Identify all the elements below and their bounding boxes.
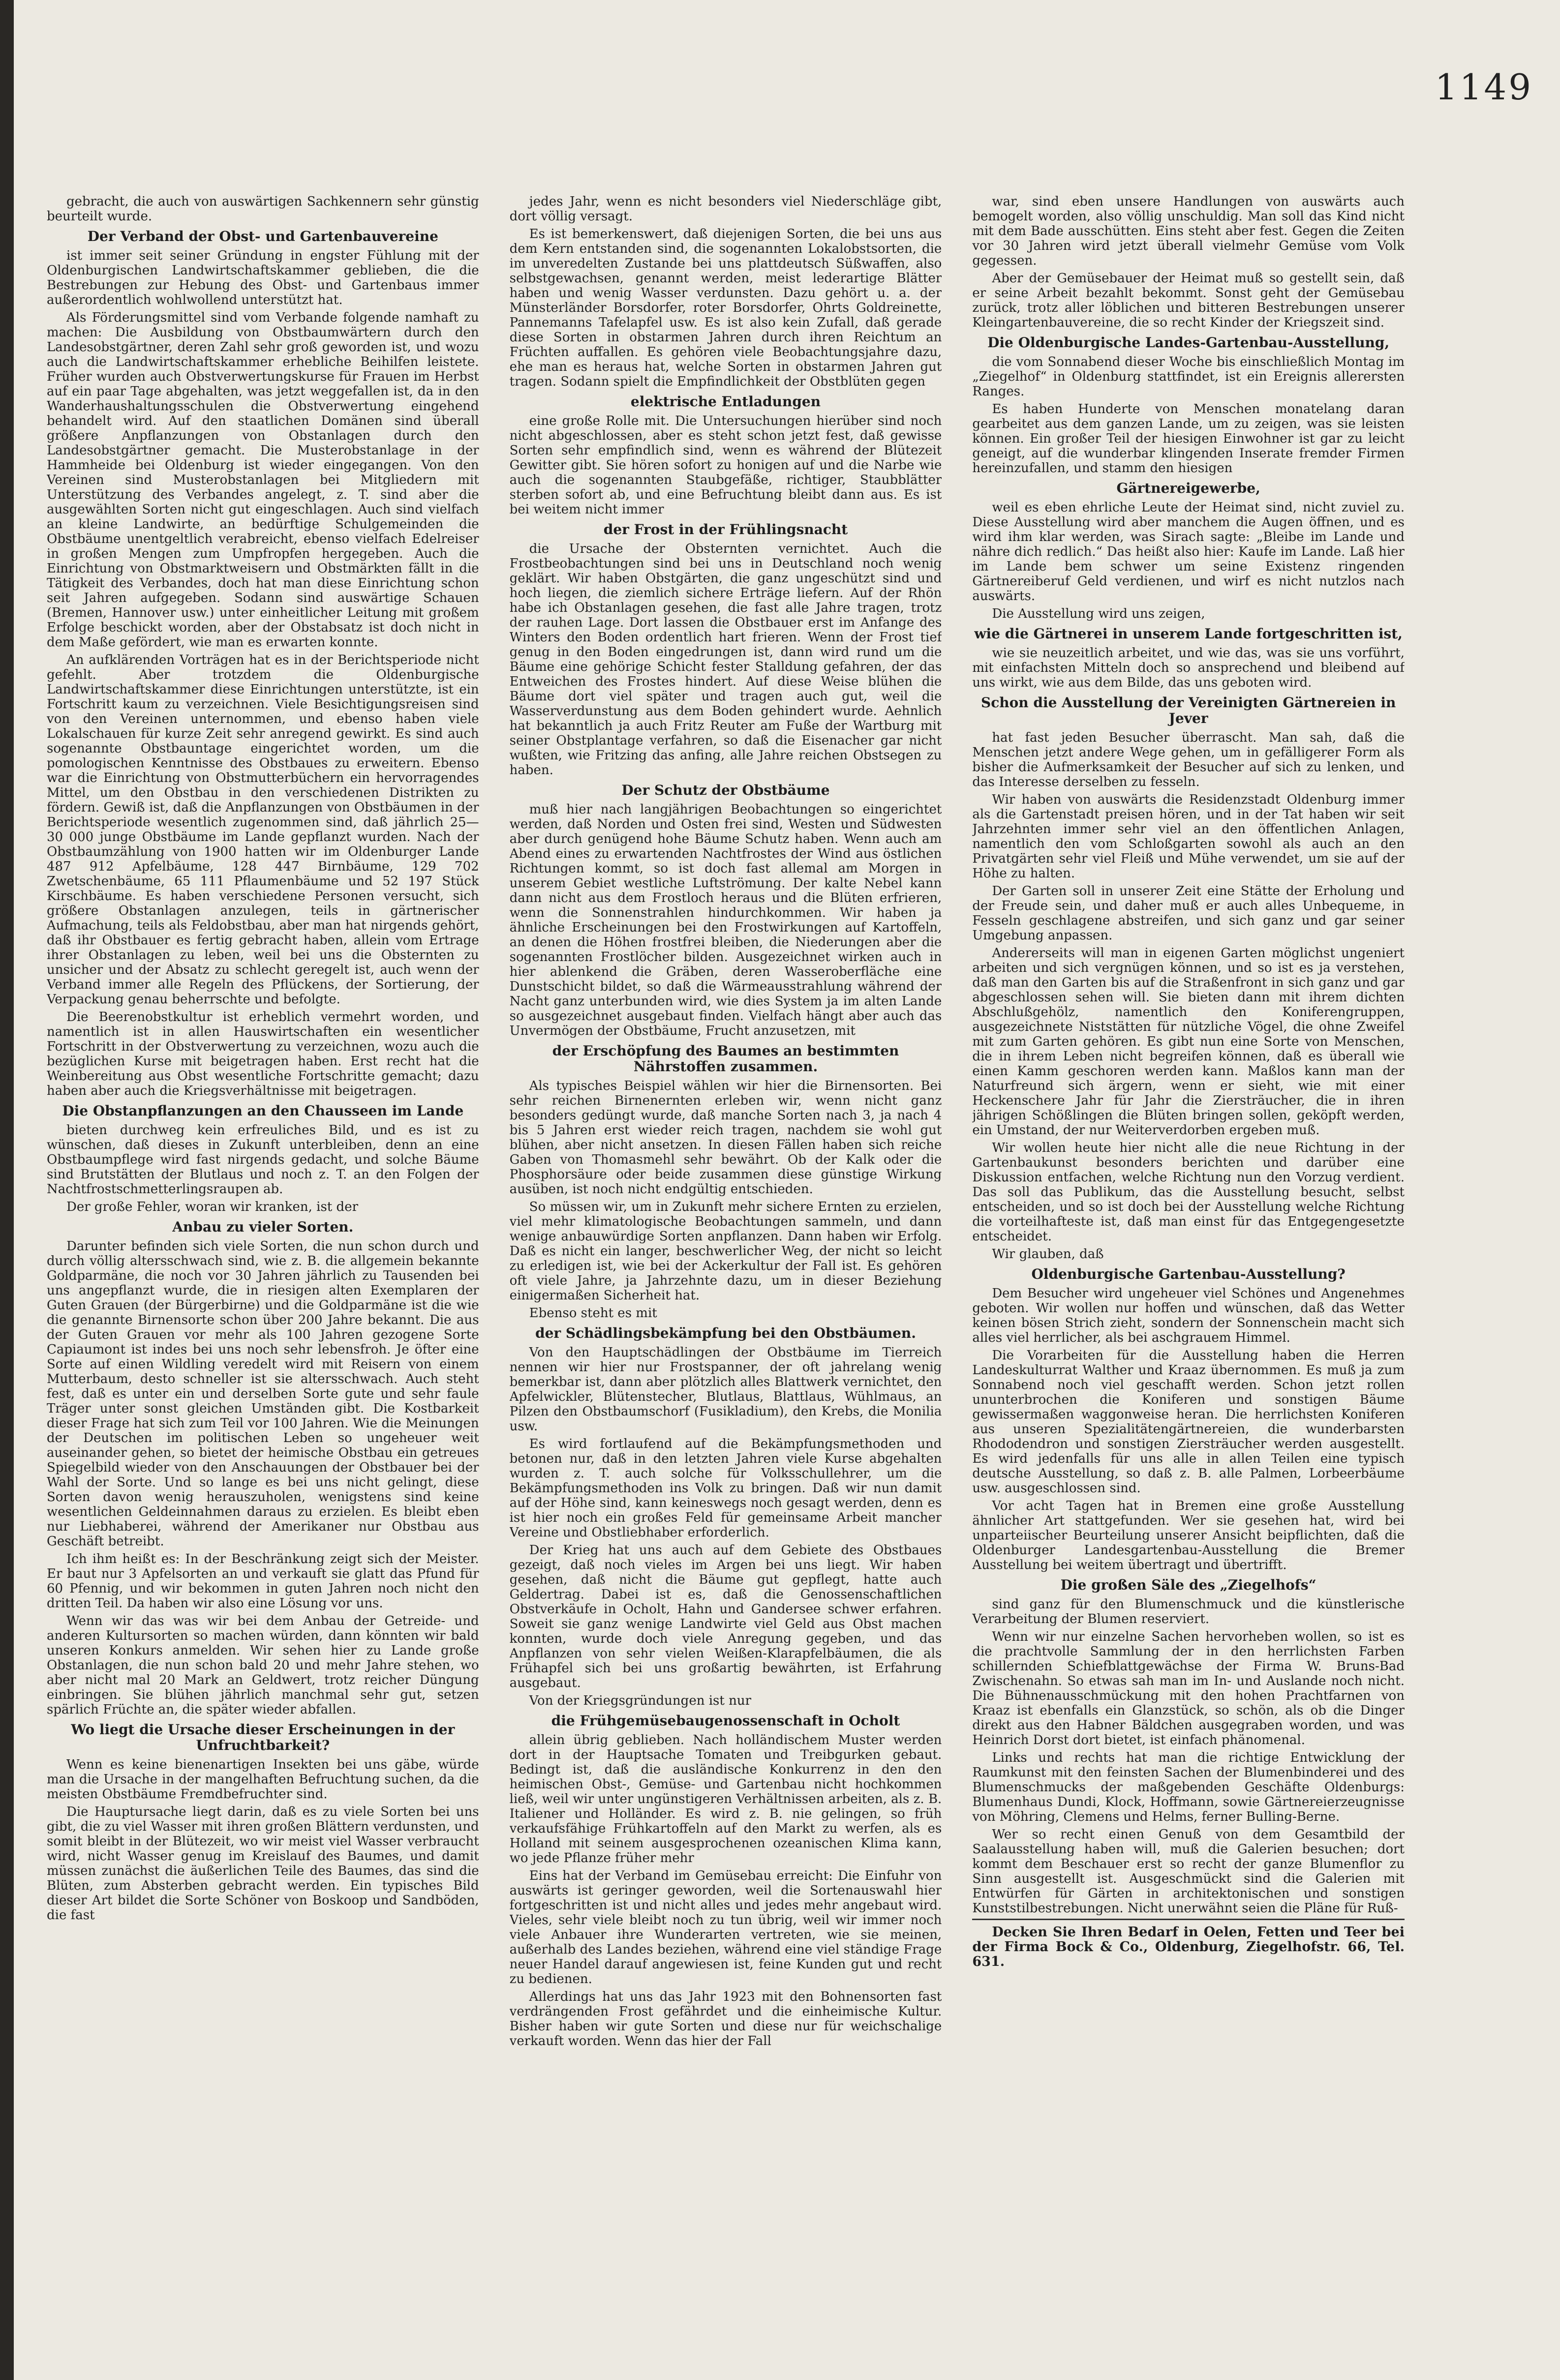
paragraph: Es wird fortlaufend auf die Bekämpfungsmethoden und betonen nur, daß in den letzten Jahren viele Kurse abgehalten wurden z. T. auch solche für Volksschullehrer, um die Bekämpfungsmethoden ins Volk zu bringen. Daß wir nun damit auf der Höhe sind, kann keineswegs noch gesagt werden, denn es ist hier noch ein großes Feld für gemeinsame Arbeit mancher Vereine und Obstliebhaber erforderlich. — [509, 1437, 942, 1540]
section-heading: Anbau zu vieler Sorten. — [172, 1219, 354, 1235]
section-heading: Gärtnereigewerbe, — [1116, 480, 1260, 496]
section-heading: Der Verband der Obst- und Gartenbauvereine — [87, 228, 438, 244]
paragraph: Es ist bemerkenswert, daß diejenigen Sorten, die bei uns aus dem Kern entstanden sind, die sogenannten Lokalobstsorten, die im unveredelten Zustande bei uns plattdeutsch Süßwaffen, also selbstgewachsen, genannt werden, meist lederartige Blätter haben und wenig Wasser verdunsten. Dazu gehört u. a. der Münsterländer Borsdorfer, roter Borsdorfer, Ohrts Goldreinette, Pannemanns Tafelapfel usw. Es ist also kein Zufall, daß gerade diese Sorten in obstarmen Jahren durch ihren Reichtum an Früchten auffallen. Es gehören viele Beobachtungsjahre dazu, ehe man es heraus hat, welche Sorten in obstarmen Jahren gut tragen. Sodann spielt die Empfindlichkeit der Obstblüten gegen — [509, 227, 942, 389]
column-left — [47, 194, 479, 2344]
paragraph: So müssen wir, um in Zukunft mehr sichere Ernten zu erzielen, viel mehr klimatologische Beobachtungen sammeln, und dann wenige anbauwürdige Sorten anpflanzen. Dann haben wir Erfolg. Daß es nicht ein langer, beschwerlicher Weg, der nicht so leicht zu erledigen ist, wie bei der Ackerkultur der Fall ist. Es gehören oft viele Jahre, ja Jahrzehnte dazu, um in dieser Beziehung einigermaßen Sicherheit hat. — [509, 1200, 942, 1303]
paragraph: Ebenso steht es mit — [529, 1306, 657, 1321]
column-middle — [510, 194, 942, 2344]
paragraph: Wenn wir nur einzelne Sachen hervorheben wollen, so ist es die prachtvolle Sammlung der in den herrlichsten Farben schillernden Schiefblattgewächse der Firma W. Bruns-Bad Zwischenahn. So etwas sah man im In- und Auslande noch nicht. Die Bühnenausschmückung mit den hohen Prachtfarnen von Kraaz ist ebenfalls ein Glanzstück, so schön, als ob die Dinger direkt aus den Habner Bäldchen ausgegraben worden, und was Heinrich Dorst dort bietet, ist einfach phänomenal. — [972, 1629, 1405, 1747]
paragraph: eine große Rolle mit. Die Untersuchungen hierüber sind noch nicht abgeschlossen, aber es steht schon jetzt fest, daß gewisse Sorten sehr empfindlich sind, wenn es während der Blütezeit Gewitter gibt. Sie hören sofort zu honigen auf und die Narbe wie auch die sogenannten Staubgefäße, richtiger, Staubblätter sterben sofort ab, und eine Befruchtung bleibt dann aus. Es ist bei weitem nicht immer — [509, 414, 942, 517]
paragraph: Wer so recht einen Genuß von dem Gesamtbild der Saalausstellung haben will, muß die Galerien besuchen; dort kommt dem Beschauer erst so recht der ganze Blumenflor zu Sinn ausgestellt ist. Ausgeschmückt sind die Galerien mit Entwürfen für Gärten in architektonischen und sonstigen Kunststilbestrebungen. Nicht unerwähnt seien die Pläne für Ruß- — [972, 1827, 1405, 1916]
paragraph: Es haben Hunderte von Menschen monatelang daran gearbeitet aus dem ganzen Lande, um zu zeigen, was sie leisten können. Ein großer Teil der hiesigen Einwohner ist gar zu leicht geneigt, auf die wunderbar klingenden Inserate fremder Firmen hereinzufallen, und stamm den hiesigen — [972, 402, 1405, 476]
paragraph: ist immer seit seiner Gründung in engster Fühlung mit der Oldenburgischen Landwirtschaftskammer geblieben, die die Bestrebungen zur Hebung des Obst- und Gartenbaus immer außerordentlich wohlwollend unterstützt hat. — [47, 248, 479, 307]
section-heading: Die großen Säle des „Ziegelhofs“ — [1060, 1577, 1316, 1593]
paragraph: sind ganz für den Blumenschmuck und die künstlerische Verarbeitung der Blumen reserviert. — [972, 1597, 1405, 1627]
paragraph: Darunter befinden sich viele Sorten, die nun schon durch und durch völlig altersschwach sind, wie z. B. die allgemein bekannte Goldparmäne, die noch vor 30 Jahren jährlich zu Tausenden bei uns angepflanzt wurde, die in riesigen alten Exemplaren der Guten Grauen (der Bürgerbirne) und die Goldparmäne ist die wie die genannte Birnensorte schon über 200 Jahre bekannt. Die aus der Guten Grauen vor mehr als 100 Jahren gezogene Sorte Capiaumont ist indes bei uns noch sehr lebensfroh. Je öfter eine Sorte auf einen Wildling veredelt wird mit Reisern von einem Mutterbaum, desto schneller ist sie altersschwach. Auch steht fest, daß es unter ein und derselben Sorte gute und sehr faule Träger unter sonst gleichen Umständen gibt. Die Kostbarkeit dieser Frage hat sich zum Teil vor 100 Jahren. Wie die Meinungen der Deutschen im politischen Leben so ungeheuer weit auseinander gehen, so bietet der heimische Obstbau ein getreues Spiegelbild wieder von den Anschauungen der Obstbauer bei der Wahl der Sorte. Und so lange es bei uns nicht gelingt, diese Sorten davon wenig herauszuholen, wenigstens sind keine wesentlichen Geldeinnahmen daraus zu erzielen. Es bleibt eben nur Liebhaberei, während der Amerikaner nur Obstbau aus Geschäft betreibt. — [47, 1239, 479, 1549]
paragraph: Andererseits will man in eigenen Garten möglichst ungeniert arbeiten und sich vergnügen können, und so ist es ja verstehen, daß man den Garten bis auf die Straßenfront in sich ganz und gar abgeschlossen sehen will. Sie bieten dann mit ihrem dichten Abschlußgehölz, namentlich den Koniferengruppen, ausgezeichnete Niststätten für nützliche Vögel, die ohne Zweifel mit zum Garten gehören. Es gibt nun eine Sorte von Menschen, die in ihrem Leben nicht begreifen können, daß es überall wie einen Kamm geschoren werden kann. Maßlos kann man der Naturfreund sich ärgern, wenn er sieht, wie mit einer Heckenschere Jahr für Jahr die Ziersträucher, die in ihren jährigen Schößlingen die Blüten bringen sollen, geköpft werden, ein Umstand, der nur Weiterverdorben ergeben muß. — [972, 946, 1405, 1138]
paragraph: Wir wollen heute hier nicht alle die neue Richtung in der Gartenbaukunst besonders berichten und darüber eine Diskussion entfachen, welche Richtung nun den Vorzug verdient. Das soll das Publikum, das die Ausstellung besucht, selbst entscheiden, und so ist doch bei der Ausstellung welche Richtung die vorteilhafteste ist, daß man einst für das Entgegengesetzte entscheidet. — [972, 1141, 1405, 1244]
paragraph: Die Hauptursache liegt darin, daß es zu viele Sorten bei uns gibt, die zu viel Wasser mit ihren großen Blättern verdunsten, und somit bleibt in der Blütezeit, wo wir meist viel Wasser verbraucht wird, nicht Wasser genug im Kreislauf des Baumes, und damit müssen zunächst die äußerlichen Teile des Baumes, das sind die Blüten, zum Absterben gebracht werden. Ein typisches Bild dieser Art bildet die Sorte Schöner von Boskoop und Sandböden, die fast — [47, 1805, 479, 1923]
paragraph: Aber der Gemüsebauer der Heimat muß so gestellt sein, daß er seine Arbeit bezahlt bekommt. Sonst geht der Gemüsebau zurück, trotz aller löblichen und bitteren Bestrebungen unserer Kleingartenbauvereine, die so recht Kinder der Kriegszeit sind. — [972, 271, 1405, 330]
paragraph: Als typisches Beispiel wählen wir hier die Birnensorten. Bei sehr reichen Birnenernten erleben wir, wenn nicht ganz besonders gedüngt wurde, daß manche Sorten nach 3, ja nach 4 bis 5 Jahren erst wieder reich tragen, nachdem sie wohl gut blühen, aber nicht ansetzen. In diesen Fällen haben sich reiche Gaben von Thomasmehl sehr bewährt. Ob der Kalk oder die Phosphorsäure oder beide zusammen diese günstige Wirkung ausüben, ist noch nicht endgültig entschieden. — [509, 1079, 942, 1197]
paragraph: Vor acht Tagen hat in Bremen eine große Ausstellung ähnlicher Art stattgefunden. Wer sie gesehen hat, wird bei unparteiischer Beurteilung unserer Ansicht beipflichten, daß die Oldenburger Landesgartenbau-Ausstellung die Bremer Ausstellung bei weitem übertragt und übertrifft. — [972, 1499, 1405, 1572]
paragraph: die vom Sonnabend dieser Woche bis einschließlich Montag im „Ziegelhof“ in Oldenburg stattfindet, ist ein Ereignis allerersten Ranges. — [972, 355, 1405, 399]
paragraph: Die Ausstellung wird uns zeigen, — [992, 606, 1205, 621]
paragraph: Wir haben von auswärts die Residenzstadt Oldenburg immer als die Gartenstadt preisen hören, und in der Tat haben wir seit Jahrzehnten immer sehr viel an den öffentlichen Anlagen, namentlich den vom Schloßgarten sowohl als auch an den Privatgärten sehr viel Fleiß und Mühe verwendet, um sie auf der Höhe zu halten. — [972, 792, 1405, 881]
section-heading: der Erschöpfung des Baumes an bestimmten Nährstoffen zusammen. — [552, 1043, 899, 1075]
paragraph: Die Beerenobstkultur ist erheblich vermehrt worden, und namentlich ist in allen Hauswirtschaften ein wesentlicher Fortschritt in der Obstverwertung zu verzeichnen, wozu auch die bezüglichen Kurse mit beigetragen haben. Erst recht hat die Weinbereitung aus Obst wesentliche Fortschritte gemacht; dazu haben aber auch die Kriegsverhältnisse mit beigetragen. — [47, 1010, 479, 1098]
section-heading: die Frühgemüsebaugenossenschaft in Ocholt — [551, 1713, 900, 1729]
section-heading: der Frost in der Frühlingsnacht — [603, 521, 848, 538]
section-heading: Der Schutz der Obstbäume — [621, 782, 830, 798]
paragraph: Allerdings hat uns das Jahr 1923 mit den Bohnensorten fast verdrängenden Frost gefährdet und die einheimische Kultur. Bisher haben wir gute Sorten und diese nur für weichschalige verkauft worden. Wenn das hier der Fall — [509, 1989, 942, 2049]
section-heading: wie die Gärtnerei in unserem Lande fortgeschritten ist, — [974, 626, 1403, 642]
paragraph: die Ursache der Obsternten vernichtet. Auch die Frostbeobachtungen sind bei uns in Deutschland noch wenig geklärt. Wir haben Obstgärten, die ganz ungeschützt sind und hoch liegen, die ziemlich sichere Erträge liefern. Auf der Rhön habe ich Obstanlagen gesehen, die fast alle Jahre tragen, trotz der rauhen Lage. Dort lassen die Obstbauer erst im Anfange des Winters den Boden ordentlich hart frieren. Wenn der Frost tief genug in den Boden eingedrungen ist, dann wird rund um die Bäume eine gehörige Schicht fester Stalldung gefahren, der das Entweichen des Frostes hindert. Auf diese Weise blühen die Bäume dort viel später und tragen auch gut, weil die Wasserverdunstung aus dem Boden gehindert wurde. Aehnlich hat bekanntlich ja auch Fritz Reuter am Fuße der Wartburg mit seiner Obstplantage verfahren, so daß die Eisenacher gar nicht wußten, wie Fritzing das anfing, alle Jahre reichen Obstsegen zu haben. — [509, 542, 942, 778]
paragraph: Der Krieg hat uns auch auf dem Gebiete des Obstbaues gezeigt, daß noch vieles im Argen bei uns liegt. Wir haben gesehen, daß nicht die Bäume gut gepflegt, hatte auch Geldertrag. Dabei ist es, daß die Genossenschaftlichen Obstverkäufe in Ocholt, Hahn und Gandersee schwer erfahren. Soweit sie ganz wenige Landwirte viel Geld aus Obst machen konnten, wurde doch viele Anregung gegeben, und das Anpflanzen von sehr vielen Weißen-Klarapfelbäumen, die als Frühapfel sich bei uns großartig bewährten, ist Erfahrung ausgebaut. — [509, 1543, 942, 1690]
section-heading: Schon die Ausstellung der Vereinigten Gärtnereien in Jever — [980, 694, 1396, 726]
section-heading: Die Oldenburgische Landes-Gartenbau-Ausstellung, — [987, 334, 1390, 351]
section-heading: elektrische Entladungen — [630, 393, 821, 410]
paragraph: Der große Fehler, woran wir kranken, ist der — [66, 1200, 359, 1214]
paragraph: muß hier nach langjährigen Beobachtungen so eingerichtet werden, daß Norden und Osten frei sind, Westen und Südwesten aber durch genügend hohe Bäume Schutz haben. Wenn auch am Abend eines zu erwartenden Nachtfrostes der Wind aus östlichen Richtungen kommt, so ist doch fast allemal am Morgen in unserem Gebiet westliche Luftströmung. Der kalte Nebel kann dann nicht aus dem Frostloch heraus und die Blüten erfrieren, wenn die Sonnenstrahlen hindurchkommen. Wir haben ja ähnliche Erscheinungen bei den Frostwirkungen auf Kartoffeln, an denen die Höhen frostfrei bleiben, die Niederungen aber die sogenannten Frostlöcher bilden. Ausgezeichnet wirken auch in hier ablenkend die Gräben, deren Wasseroberfläche eine Dunstschicht bildet, so daß die Wärmeausstrahlung während der Nacht ganz unterbunden wird, wie dies System ja im alten Lande so ausgezeichnet ausgebaut finden. Vielfach hängt aber auch das Unvermögen der Obstbäume, Frucht anzusetzen, mit — [509, 802, 942, 1038]
paragraph: Wenn wir das was wir bei dem Anbau der Getreide- und anderen Kultursorten so machen würden, dann könnten wir bald unseren Konkurs anmelden. Wir sehen hier zu Lande große Obstanlagen, die nun schon bald 20 und mehr Jahre stehen, wo aber nicht mal 20 Mark an Geldwert, trotz reicher Düngung einbringen. Sie blühen jährlich manchmal sehr gut, setzen spärlich Früchte an, die später wieder abfallen. — [47, 1614, 479, 1717]
paragraph: Als Förderungsmittel sind vom Verbande folgende namhaft zu machen: Die Ausbildung von Obstbaumwärtern durch den Landesobstgärtner, deren Zahl sehr groß geworden ist, und wozu auch die Landwirtschaftskammer erhebliche Beihilfen leistete. Früher wurden auch Obstverwertungskurse für Frauen im Herbst auf ein paar Tage abgehalten, was jetzt weggefallen ist, da in den Wanderhaushaltungsschulen die Obstverwertung eingehend behandelt wird. Auf den staatlichen Domänen sind überall größere Anpflanzungen von Obstanlagen durch den Landesobstgärtner gemacht. Die Musterobstanlage in der Hammheide bei Oldenburg ist wieder eingegangen. Von den Vereinen sind Musterobstanlagen bei Mitgliedern mit Unterstützung des Verbandes angelegt, z. T. sind aber die ausgewählten Sorten nicht gut eingeschlagen. Auch sind vielfach an kleine Landwirte, an bedürftige Schulgemeinden die Obstbäume unentgeltlich verabreicht, ebenso vielfach Edelreiser in großen Mengen zum Umpfropfen hergegeben. Auch die Einrichtung von Obstmarktweisern und Obstmärkten fällt in die Tätigkeit des Verbandes, doch hat man diese Einrichtung schon seit Jahren aufgegeben. Sodann sind auswärtige Schauen (Bremen, Hannover usw.) unter einheitlicher Leitung mit großem Erfolge beschickt worden, aber der Obstabsatz ist doch nicht in dem Maße gefördert, wie man es erwarten konnte. — [47, 310, 479, 650]
paragraph: Ich ihm heißt es: In der Beschränkung zeigt sich der Meister. Er baut nur 3 Apfelsorten an und verkauft sie glatt das Pfund für 60 Pfennig, und wir bekommen in guten Jahren noch nicht den dritten Teil. Da haben wir also eine Lösung vor uns. — [47, 1552, 479, 1611]
binding-edge — [0, 0, 14, 2380]
paragraph: Wir glauben, daß — [992, 1247, 1104, 1262]
paragraph: jedes Jahr, wenn es nicht besonders viel Niederschläge gibt, dort völlig versagt. — [509, 194, 942, 224]
section-heading: Oldenburgische Gartenbau-Ausstellung? — [1031, 1266, 1346, 1282]
paragraph: Die Vorarbeiten für die Ausstellung haben die Herren Landeskulturrat Walther und Kraaz übernommen. Es muß ja zum Sonnabend noch viel geschafft werden. Schon jetzt rollen ununterbrochen die Koniferen und sonstigen Bäume gewissermaßen waggonweise heran. Die herrlichsten Koniferen aus unseren Spezialitätengärtnereien, die wunderbarsten Rhododendron und sonstigen Ziersträucher werden ausgestellt. Es wird jedenfalls für uns alle in allen Teilen eine typisch deutsche Ausstellung, so daß z. B. alle Palmen, Lorbeerbäume usw. ausgeschlossen sind. — [972, 1348, 1405, 1496]
page-number: 1149 — [1435, 66, 1533, 108]
paragraph: war, sind eben unsere Handlungen von auswärts auch bemogelt worden, also völlig unschuldig. Man soll das Kind nicht mit dem Bade ausschütten. Eins steht aber fest. Gegen die Zeiten vor 30 Jahren wird jetzt überall vielmehr Gemüse vom Volk gegessen. — [972, 194, 1405, 268]
column-right — [972, 194, 1405, 2344]
paragraph: An aufklärenden Vorträgen hat es in der Berichtsperiode nicht gefehlt. Aber trotzdem die Oldenburgische Landwirtschaftskammer diese Einrichtungen unterstützte, ist ein Fortschritt kaum zu verzeichnen. Viele Besichtigungsreisen sind von den Vereinen unternommen, und ebenso haben viele Lokalschauen für kurze Zeit sehr anregend gewirkt. Es sind auch sogenannte Obstbauntage eingerichtet worden, um die pomologischen Kenntnisse des Obstbaues zu erweitern. Ebenso war die Einrichtung von Obstmutterbüchern ein hervorragendes Mittel, um den Obstbau in den verschiedenen Distrikten zu fördern. Gewiß ist, daß die Anpflanzungen von Obstbäumen in der Berichtsperiode wesentlich zugenommen sind, daß jährlich 25—30 000 junge Obstbäume im Lande gepflanzt wurden. Nach der Obstbaumzählung von 1900 hatten wir im Oldenburger Lande 487 912 Apfelbäume, 128 447 Birnbäume, 129 702 Zwetschenbäume, 65 111 Pflaumenbäume und 52 197 Stück Kirschbäume. Es haben verschiedene Personen versucht, sich größere Obstanlagen anzulegen, teils in gärtnerischer Aufmachung, teils als Feldobstbau, aber man hat nirgends gehört, daß ihr Obstbauer es fertig gebracht haben, allein vom Ertrage ihrer Obstanlagen zu leben, weil bei uns die Obsternten zu unsicher und der Absatz zu schlecht geregelt ist, auch wenn der Verband immer alle Regeln des Pflückens, der Sortierung, der Verpackung genau beherrschte und befolgte. — [47, 653, 479, 1007]
advertisement: Decken Sie Ihren Bedarf in Oelen, Fetten und Teer bei der Firma Bock & Co., Oldenburg, Ziegelhofstr. 66, Tel. 631. — [972, 1919, 1405, 1969]
paragraph: bieten durchweg kein erfreuliches Bild, und es ist zu wünschen, daß dieses in Zukunft unterbleiben, denn an eine Obstbaumpflege wird fast nirgends gedacht, und solche Bäume sind Brutstätten der Blutlaus und noch z. T. an den Folgen der Nachtfrostschmetterlingsraupen ab. — [47, 1123, 479, 1197]
paragraph: wie sie neuzeitlich arbeitet, und wie das, was sie uns vorführt, mit einfachsten Mitteln doch so ansprechend und bleibend auf uns wirkt, wie aus dem Bilde, das uns geboten wird. — [972, 646, 1405, 690]
paragraph: gebracht, die auch von auswärtigen Sachkennern sehr günstig beurteilt wurde. — [47, 194, 479, 224]
paragraph: Von der Kriegsgründungen ist nur — [529, 1693, 751, 1708]
section-heading: Die Obstanpflanzungen an den Chausseen im Lande — [62, 1103, 464, 1119]
paragraph: Der Garten soll in unserer Zeit eine Stätte der Erholung und der Freude sein, und daher muß er auch alles Unbequeme, in Fesseln geschlagene abstreifen, und sich ganz und gar seiner Umgebung anpassen. — [972, 884, 1405, 943]
section-heading: Wo liegt die Ursache dieser Erscheinungen in der Unfruchtbarkeit? — [71, 1721, 455, 1753]
paragraph: weil es eben ehrliche Leute der Heimat sind, nicht zuviel zu. Diese Ausstellung wird aber manchem die Augen öffnen, und es wird ihm klar werden, was Sirach sagte: „Bleibe im Lande und nähre dich redlich.“ Das heißt also hier: Kaufe im Lande. Laß hier im Lande bem schwer um seine Existenz ringenden Gärtnereiberuf Geld verdienen, und wirf es nicht nutzlos nach auswärts. — [972, 500, 1405, 603]
paragraph: Von den Hauptschädlingen der Obstbäume im Tierreich nennen wir hier nur Frostspanner, der oft jahrelang wenig bemerkbar ist, dann aber plötzlich alles Blattwerk vernichtet, den Apfelwickler, Blütenstecher, Blutlaus, Blattlaus, Wühlmaus, an Pilzen den Obstbaumschorf (Fusikladium), den Krebs, die Monilia usw. — [509, 1345, 942, 1434]
paragraph: Links und rechts hat man die richtige Entwicklung der Raumkunst mit den feinsten Sachen der Blumenbinderei und des Blumenschmucks der maßgebenden Geschäfte Oldenburgs: Blumenhaus Dundi, Klock, Hoffmann, sowie Gärtnereierzeugnisse von Möhring, Clemens und Helms, ferner Bulling-Berne. — [972, 1750, 1405, 1824]
paragraph: hat fast jeden Besucher überrascht. Man sah, daß die Menschen jetzt andere Wege gehen, um in gefälligerer Form als bisher die Aufmerksamkeit der Besucher auf sich zu lenken, und das Interesse derselben zu fesseln. — [972, 730, 1405, 789]
paragraph: Wenn es keine bienenartigen Insekten bei uns gäbe, würde man die Ursache in der mangelhaften Befruchtung suchen, da die meisten Obstbäume Fremdbefruchter sind. — [47, 1757, 479, 1802]
section-heading: der Schädlingsbekämpfung bei den Obstbäumen. — [535, 1325, 916, 1341]
paragraph: allein übrig geblieben. Nach holländischem Muster werden dort in der Hauptsache Tomaten und Treibgurken gebaut. Bedingt ist, daß die ausländische Konkurrenz in den den heimischen Obst-, Gemüse- und Gartenbau nicht hochkommen ließ, weil wir unter ungünstigeren Verhältnissen arbeiten, als z. B. Italiener und Holländer. Es wird z. B. nie gelingen, so früh verkaufsfähige Frühkartoffeln auf den Markt zu werfen, als es Holland mit seinem ausgesprochenen ozeanischen Klima kann, wo jede Pflanze früher mehr — [509, 1733, 942, 1866]
text-columns — [47, 194, 1405, 2349]
paragraph: Dem Besucher wird ungeheuer viel Schönes und Angenehmes geboten. Wir wollen nur hoffen und wünschen, daß das Wetter keinen bösen Strich zieht, sondern der Sonnenschein macht sich alles viel herrlicher, als bei aschgrauem Himmel. — [972, 1286, 1405, 1345]
paragraph: Eins hat der Verband im Gemüsebau erreicht: Die Einfuhr von auswärts ist geringer geworden, weil die Sortenauswahl hier fortgeschritten ist und nicht alles und jedes mehr angebaut wird. Vieles, sehr viele bleibt noch zu tun übrig, weil wir immer noch viele Anbauer ihre Wunderarten vertreten, wie sie meinen, außerhalb des Landes beziehen, während eine viel ständige Frage neuer Handel darauf angewiesen ist, feine Kunden gut und recht zu bedienen. — [509, 1868, 942, 1987]
